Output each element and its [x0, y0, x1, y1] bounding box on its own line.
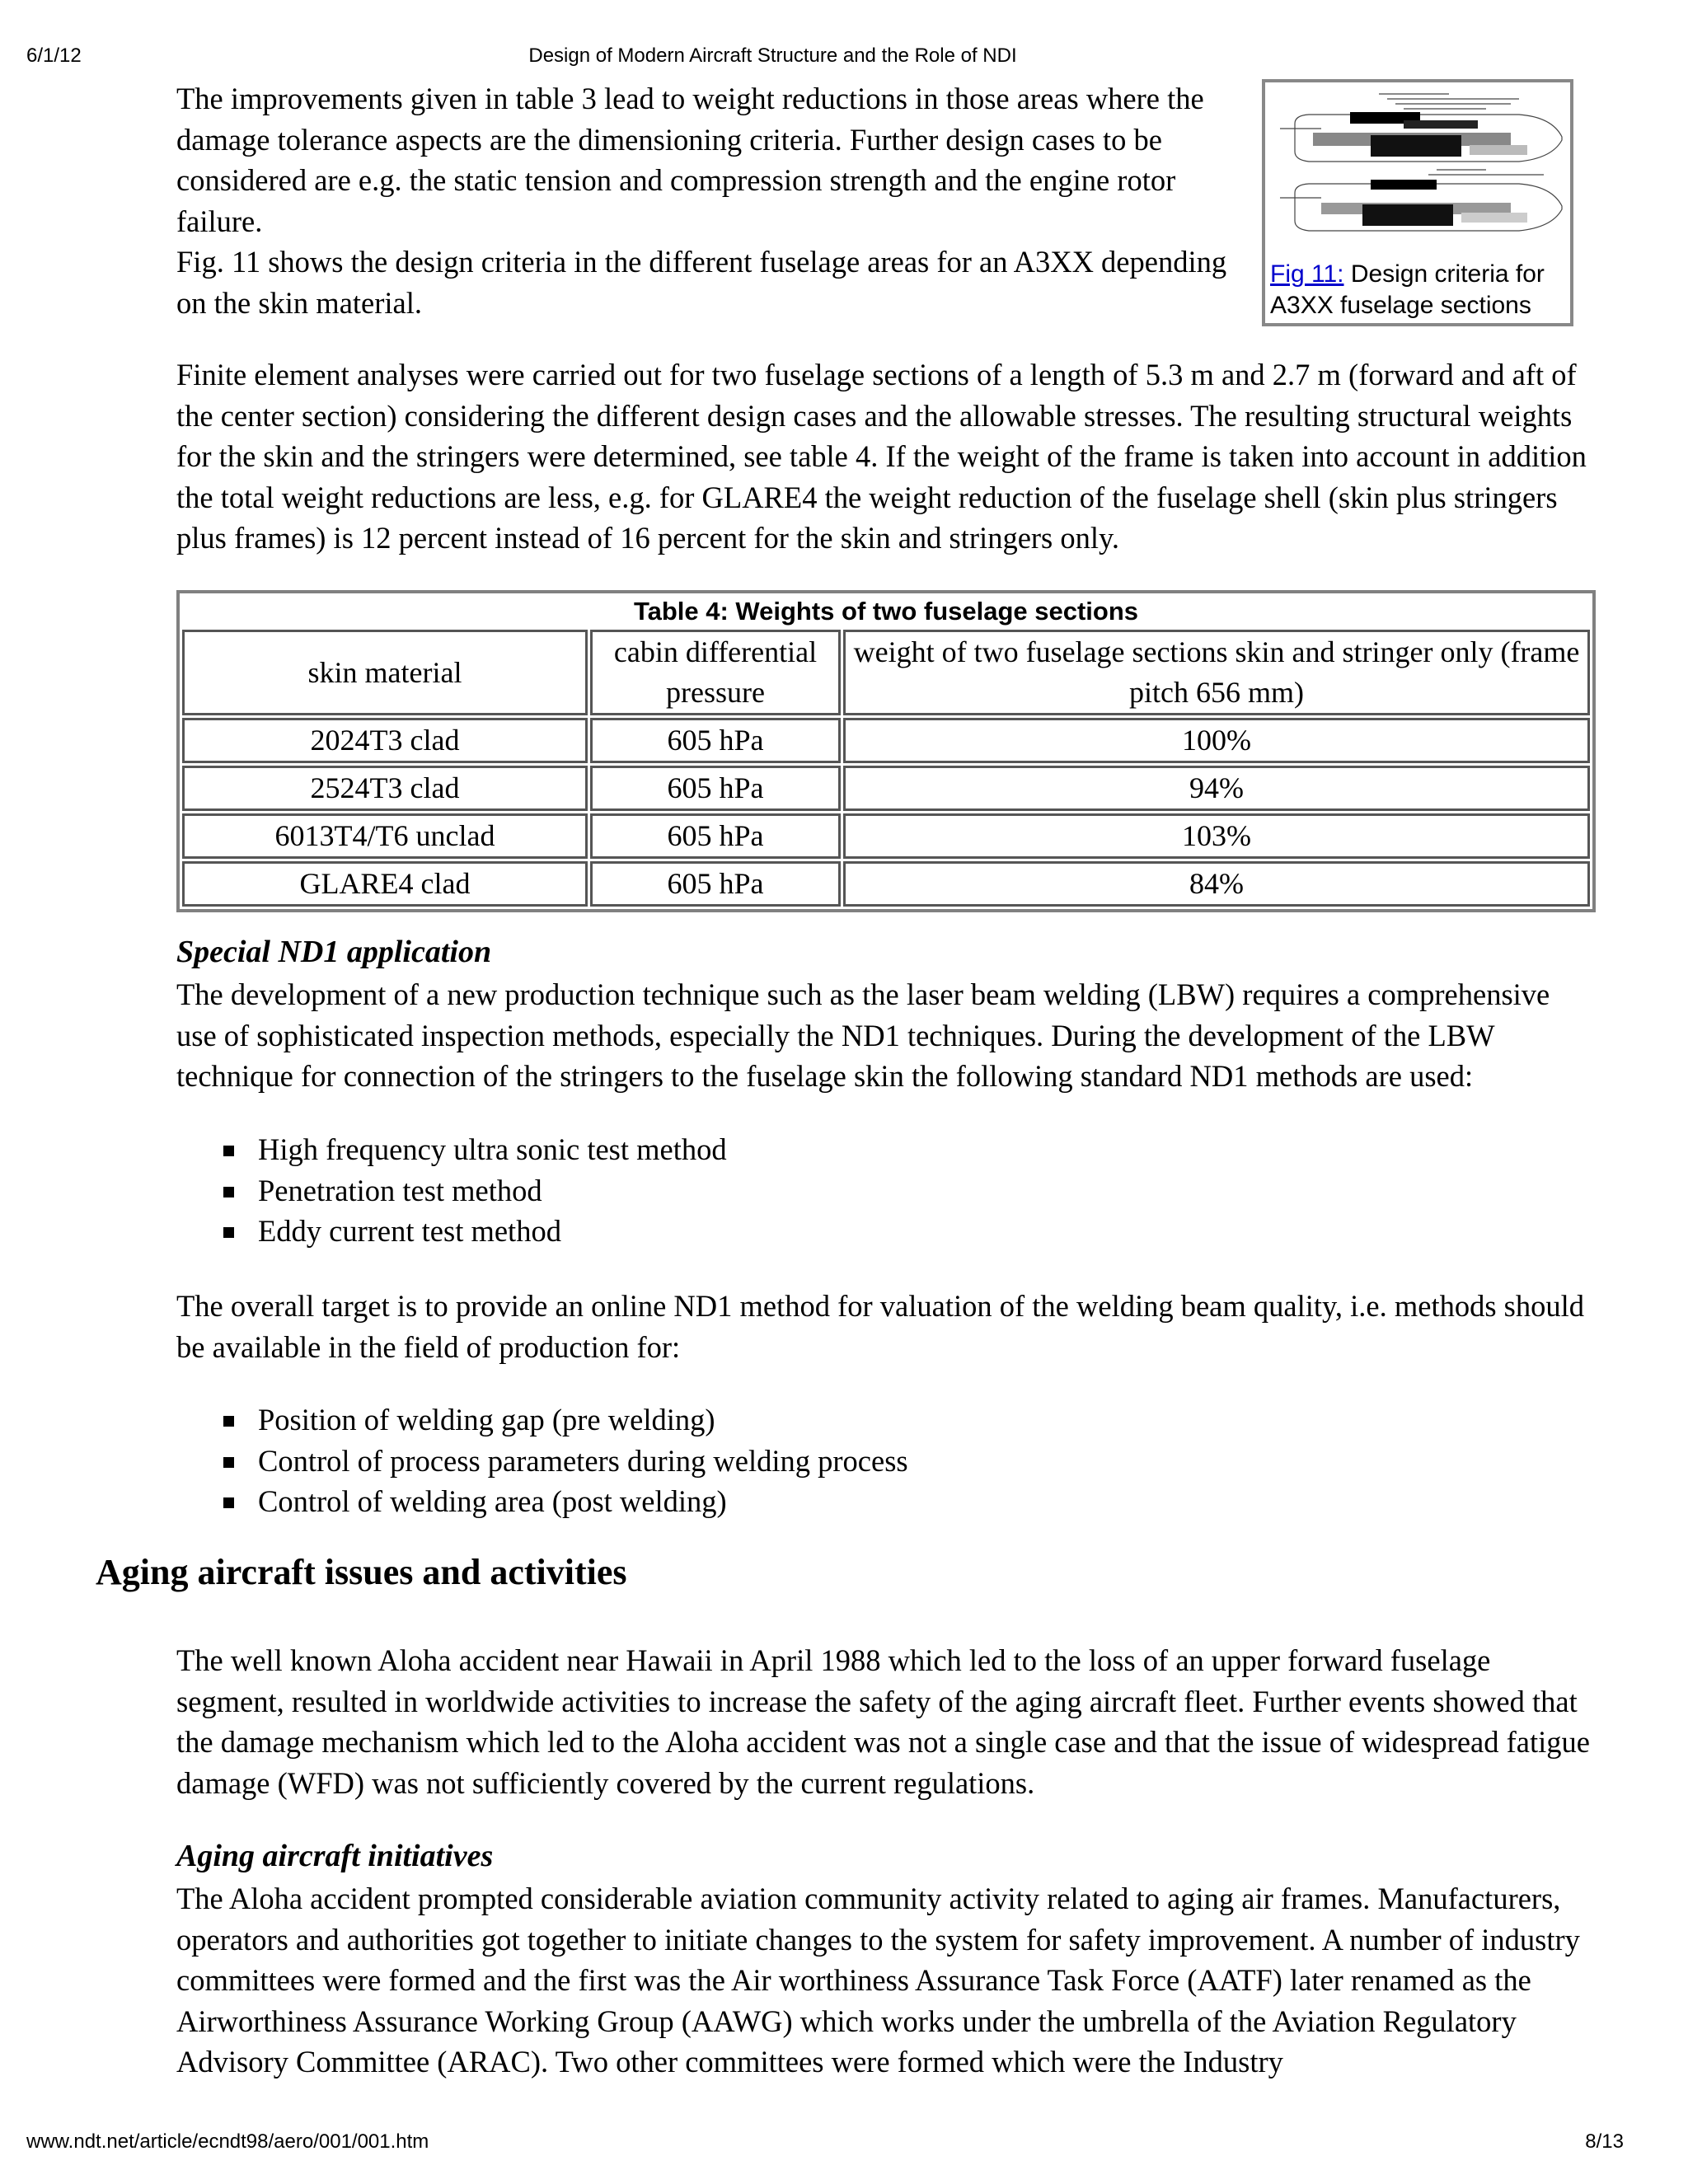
intro-paragraph-1: The improvements given in table 3 lead to weight reductions in those areas where the damage tolerance aspects are the dimensioning criteria. Further design cases to be considered are e.g. the static tension and compression strength and the engine rotor failure.	[176, 82, 1204, 238]
header-skin-material: skin material	[182, 630, 588, 715]
table-caption: Table 4: Weights of two fuselage sections	[633, 597, 1139, 626]
fig-11-link[interactable]: Fig 11:	[1270, 260, 1344, 288]
figure-11[interactable]	[1262, 79, 1573, 326]
figure-caption-text: Design criteria for A3XX fuselage sections	[1270, 260, 1545, 319]
list-item: Penetration test method	[176, 1170, 727, 1212]
fuselage-diagram-image	[1272, 87, 1564, 252]
aloha-accident-paragraph: The well known Aloha accident near Hawaii in April 1988 which led to the loss of an upper forward fuselage segment, resulted in worldwide activities to increase the safety of the aging aircraft fleet. Further events showed that the damage mechanism which led to the Aloha accident was not a single case and that the issue of widespread fatigue damage (WFD) was not sufficiently covered by the current regulations.	[176, 1643, 1590, 1800]
header-date: 6/1/12	[26, 45, 82, 67]
figure-caption	[1270, 259, 1570, 321]
header-cabin-pressure: cabin differential pressure	[590, 630, 841, 715]
cell-weight: 100%	[843, 718, 1590, 763]
list-item: Eddy current test method	[176, 1211, 727, 1252]
cell-material: GLARE4 clad	[182, 861, 588, 907]
cell-material: 2024T3 clad	[182, 718, 588, 763]
lbw-development-paragraph: The development of a new production technique such as the laser beam welding (LBW) requires a comprehensive use of sophisticated inspection methods, especially the ND1 techniques. During the development of the LBW technique for connection of the stringers to the fuselage skin the following standard ND1 methods are used:	[176, 977, 1550, 1093]
table-4	[176, 590, 1596, 912]
table-row	[182, 718, 1590, 763]
cell-pressure: 605 hPa	[590, 766, 841, 811]
header-weight: weight of two fuselage sections skin and stringer only (frame pitch 656 mm)	[843, 630, 1590, 715]
footer-url: www.ndt.net/article/ecndt98/aero/001/001.htm	[26, 2130, 429, 2153]
list-item: Control of process parameters during welding process	[176, 1441, 908, 1482]
table-row	[182, 813, 1590, 859]
production-field-list	[176, 1399, 908, 1522]
overall-target-paragraph: The overall target is to provide an online ND1 method for valuation of the welding beam quality, i.e. methods should be available in the field of production for:	[176, 1289, 1585, 1364]
finite-element-paragraph: Finite element analyses were carried out for two fuselage sections of a length of 5.3 m and 2.7 m (forward and aft of the center section) considering the different design cases and the allowable stresses. The resulting structural weights for the skin and the stringers were determined, see table 4. If the weight of the frame is taken into account in addition the total weight reductions are less, e.g. for GLARE4 the weight reduction of the fuselage shell (skin plus stringers plus frames) is 12 percent instead of 16 percent for the skin and stringers only.	[176, 358, 1587, 555]
cell-material: 6013T4/T6 unclad	[182, 813, 588, 859]
special-nd1-heading: Special ND1 application	[176, 935, 492, 969]
table-row	[182, 766, 1590, 811]
list-item: High frequency ultra sonic test method	[176, 1129, 727, 1170]
cell-pressure: 605 hPa	[590, 861, 841, 907]
aging-initiatives-heading: Aging aircraft initiatives	[176, 1839, 494, 1873]
footer-page-number: 8/13	[1585, 2130, 1624, 2153]
cell-weight: 103%	[843, 813, 1590, 859]
table-row	[182, 861, 1590, 907]
nd1-methods-list	[176, 1129, 727, 1252]
intro-section	[176, 78, 1240, 323]
cell-material: 2524T3 clad	[182, 766, 588, 811]
cell-weight: 84%	[843, 861, 1590, 907]
list-item: Control of welding area (post welding)	[176, 1481, 908, 1522]
table-header-row	[182, 630, 1590, 715]
cell-weight: 94%	[843, 766, 1590, 811]
header-title: Design of Modern Aircraft Structure and the Role of NDI	[528, 45, 1017, 67]
list-item: Position of welding gap (pre welding)	[176, 1399, 908, 1441]
aging-initiatives-paragraph: The Aloha accident prompted considerable aviation community activity related to aging air frames. Manufacturers, operators and authorities got together to initiate changes to the system for safety improvement. A number of industry committees were formed and the first was the Air worthiness Assurance Task Force (AATF) later renamed as the Airworthiness Assurance Working Group (AAWG) which works under the umbrella of the Aviation Regulatory Advisory Committee (ARAC). Two other committees were formed which were the Industry	[176, 1882, 1580, 2079]
cell-pressure: 605 hPa	[590, 813, 841, 859]
cell-pressure: 605 hPa	[590, 718, 841, 763]
intro-paragraph-2: Fig. 11 shows the design criteria in the different fuselage areas for an A3XX depending on the skin material.	[176, 245, 1227, 320]
aging-aircraft-heading: Aging aircraft issues and activities	[96, 1552, 627, 1592]
